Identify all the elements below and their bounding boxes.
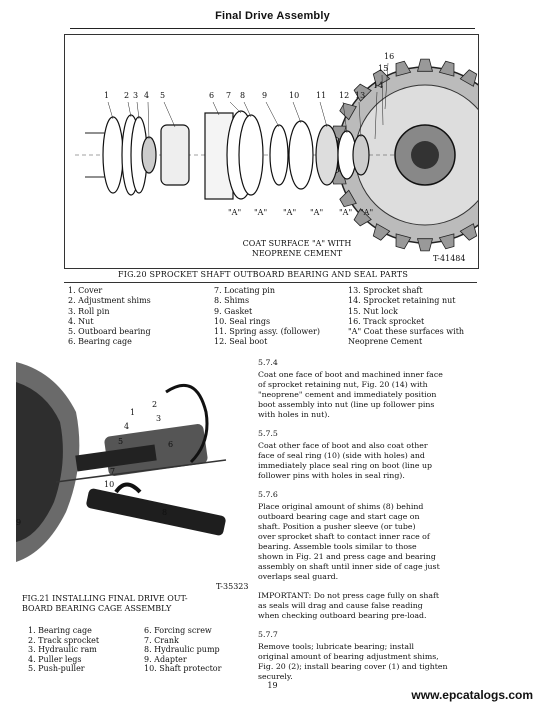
fig20-callout-number: 14 — [373, 81, 384, 90]
step-text-line: bearing. Assemble tools similar to those — [258, 542, 417, 551]
step-number: 5.7.5 — [258, 429, 278, 438]
legend-item: 3. Roll pin — [68, 306, 110, 316]
fig20-legend-col2 — [214, 286, 320, 348]
step-text-line: shaft. Position a pusher sleeve (or tube) — [258, 522, 416, 531]
legend-item: 7. Crank — [144, 635, 179, 645]
fig20-callout-number: 9 — [262, 91, 268, 100]
step-text-line: securely. — [258, 672, 293, 681]
fig20-code: T-41484 — [433, 254, 466, 263]
surface-a-mark: "A" — [254, 208, 268, 217]
procedure-step — [258, 429, 530, 481]
fig20-callout-number: 8 — [240, 91, 246, 100]
coat-note-line1: COAT SURFACE "A" WITH — [242, 239, 352, 248]
fig21-callout-number: 8 — [162, 508, 168, 517]
fig20-callout-number: 12 — [339, 91, 350, 100]
step-text-line: Coat one face of boot and machined inner face — [258, 370, 443, 379]
fig20-callout-number: 5 — [160, 91, 166, 100]
coat-note-line2: NEOPRENE CEMENT — [251, 249, 343, 258]
legend-item: 13. Sprocket shaft — [348, 286, 423, 295]
step-number: 5.7.6 — [258, 490, 278, 499]
fig20-callout-number: 6 — [209, 91, 215, 100]
legend-item: 3. Hydraulic ram — [28, 645, 97, 655]
fig20-illustration — [64, 34, 479, 269]
legend-item: 6. Forcing screw — [144, 626, 212, 635]
caption-divider — [64, 282, 477, 283]
legend-item: 8. Hydraulic pump — [144, 645, 220, 655]
legend-item: "A" Coat these surfaces with — [348, 327, 465, 337]
fig20-legend-col3 — [348, 286, 464, 348]
step-text-line: original amount of bearing adjustment shims, — [258, 652, 439, 661]
procedure-text — [258, 358, 530, 691]
step-text-line: immediately place seal ring on boot (line up — [258, 461, 433, 470]
legend-item: 14. Sprocket retaining nut — [348, 296, 456, 306]
step-text-line: shown in Fig. 21 and press cage and bearing — [258, 552, 436, 561]
fig21-code: T-35323 — [216, 582, 249, 591]
step-text-line: face of seal ring (10) (side with holes) and — [258, 451, 425, 460]
step-text-line: overlaps seal guard. — [258, 572, 339, 581]
step-text-line: "neoprene" cement and immediately position — [258, 390, 437, 399]
fig20-callout-number: 13 — [355, 91, 366, 100]
procedure-step — [258, 630, 530, 682]
fig20-drawing — [65, 35, 478, 268]
title-divider — [70, 28, 475, 29]
step-text-line: boot assembly into nut (line up follower pins — [258, 400, 435, 409]
step-number: 5.7.7 — [258, 630, 278, 639]
procedure-step — [258, 358, 530, 420]
legend-item: 6. Bearing cage — [68, 337, 132, 347]
fig20-callout-number: 10 — [289, 91, 300, 100]
surface-a-mark: "A" — [339, 208, 353, 217]
procedure-step — [258, 591, 530, 621]
step-text-line: as seals will drag and cause false reading — [258, 601, 423, 610]
step-text-line: IMPORTANT: Do not press cage fully on shaft — [258, 591, 440, 600]
legend-item: 1. Cover — [68, 286, 103, 295]
step-text-line: follower pins with holes in seal ring). — [258, 471, 405, 480]
fig20-callout-number: 1 — [104, 91, 110, 100]
step-text-line: Fig. 20 (2); install bearing cover (1) and tighten — [258, 662, 448, 671]
step-text-line: over sprocket shaft to contact inner race of — [258, 532, 430, 541]
fig20-callout-number: 4 — [144, 91, 150, 100]
legend-item: 1. Bearing cage — [28, 626, 92, 635]
legend-item: 7. Locating pin — [214, 286, 275, 295]
surface-a-mark: "A" — [310, 208, 324, 217]
fig21-callout-number: 6 — [168, 440, 174, 449]
fig21-callout-number: 4 — [124, 422, 130, 431]
legend-item: 11. Spring assy. (follower) — [214, 327, 320, 337]
legend-item: 15. Nut lock — [348, 306, 398, 316]
fig20-caption: FIG.20 SPROCKET SHAFT OUTBOARD BEARING AND SEAL PARTS — [118, 270, 409, 279]
fig20-callout-number: 11 — [316, 91, 327, 100]
legend-item: 4. Nut — [68, 316, 94, 326]
watermark-text: www.epcatalogs.com — [411, 688, 533, 702]
fig20-callout-number: 15 — [378, 64, 389, 73]
fig21-callout-number: 9 — [16, 518, 22, 527]
step-text-line: outboard bearing cage and start cage on — [258, 512, 420, 521]
surface-a-mark: "A" — [360, 208, 374, 217]
legend-item: 2. Adjustment shims — [68, 296, 151, 306]
fig21-legend-col1 — [28, 626, 99, 674]
legend-item: 4. Puller legs — [28, 654, 82, 664]
surface-a-mark: "A" — [228, 208, 242, 217]
fig21-legend-col2 — [144, 626, 221, 674]
fig20-callout-number: 16 — [384, 52, 395, 61]
step-text-line: when checking outboard bearing pre-load. — [258, 611, 427, 620]
page-number: 19 — [267, 681, 278, 690]
fig21-callout-number: 5 — [118, 437, 124, 446]
fig21-caption-line1: FIG.21 INSTALLING FINAL DRIVE OUT- — [22, 594, 188, 603]
legend-item: 12. Seal boot — [214, 337, 268, 347]
fig21-callout-number: 2 — [152, 400, 158, 409]
fig21-caption-line2: BOARD BEARING CAGE ASSEMBLY — [22, 604, 172, 613]
page-title: Final Drive Assembly — [215, 10, 330, 22]
legend-item: 10. Seal rings — [214, 316, 271, 326]
legend-item: Neoprene Cement — [348, 337, 423, 347]
fig20-callout-number: 3 — [133, 91, 139, 100]
legend-item: 9. Gasket — [214, 306, 253, 316]
fig21-caption — [22, 594, 262, 614]
legend-item: 16. Track sprocket — [348, 316, 425, 326]
legend-item: 5. Outboard bearing — [68, 327, 151, 337]
fig21-photo — [16, 352, 248, 580]
step-text-line: Coat other face of boot and also coat other — [258, 441, 428, 450]
step-text-line: Remove tools; lubricate bearing; install — [258, 642, 415, 651]
procedure-step — [258, 490, 530, 582]
fig20-callout-number: 7 — [226, 91, 232, 100]
legend-item: 10. Shaft protector — [144, 664, 222, 674]
step-text-line: Place original amount of shims (8) behind — [258, 502, 424, 511]
step-number: 5.7.4 — [258, 358, 278, 367]
step-text-line: with holes in nut). — [258, 410, 330, 419]
fig21-callout-number: 7 — [110, 467, 116, 476]
fig21-callout-number: 3 — [156, 414, 162, 423]
legend-item: 9. Adapter — [144, 654, 187, 664]
fig20-callout-number: 2 — [124, 91, 130, 100]
legend-item: 5. Push-puller — [28, 664, 85, 674]
fig21-callout-number: 10 — [104, 480, 115, 489]
step-text-line: assembly on shaft until inner side of cage just — [258, 562, 440, 571]
fig20-legend-col1 — [68, 286, 151, 348]
fig21-callout-number: 1 — [130, 408, 136, 417]
surface-a-mark: "A" — [283, 208, 297, 217]
legend-item: 8. Shims — [214, 296, 250, 306]
step-text-line: of sprocket retaining nut, Fig. 20 (14) with — [258, 380, 428, 389]
legend-item: 2. Track sprocket — [28, 635, 100, 645]
